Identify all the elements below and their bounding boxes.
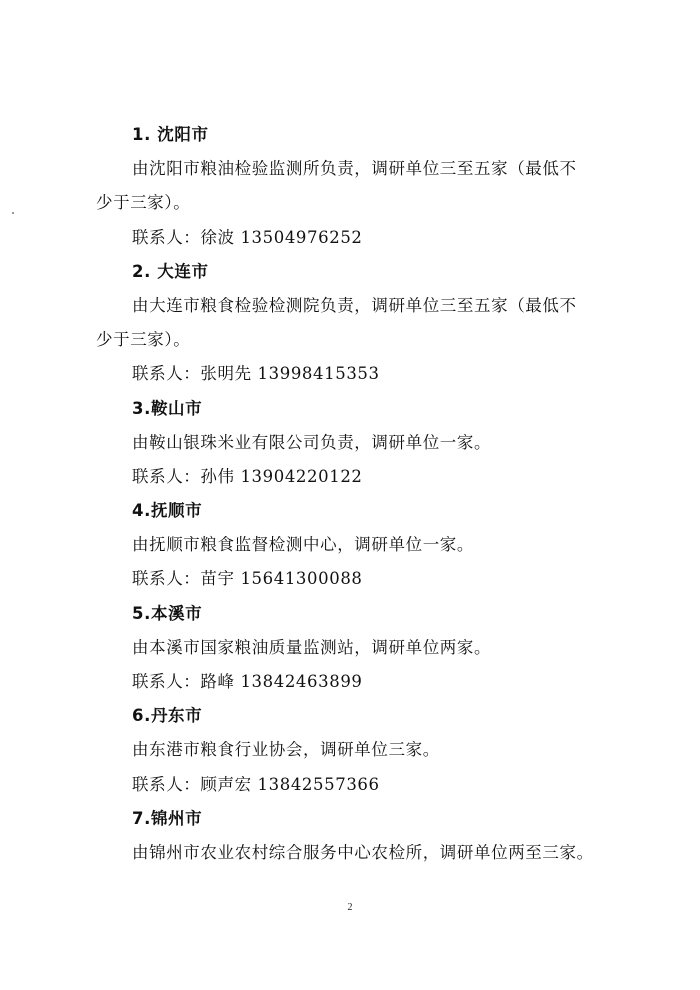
section-contact-anshan: 联系人：孙伟 13904220122 — [132, 466, 363, 486]
section-contact-benxi: 联系人：路峰 13842463899 — [132, 672, 363, 691]
section-contact-fushun: 联系人：苗宇 15641300088 — [132, 569, 363, 589]
section-heading-dalian: 2. 大连市 — [132, 261, 209, 281]
page-number: 2 — [347, 902, 353, 913]
section-desc-benxi: 由本溪市国家粮油质量监测站，调研单位两家。 — [132, 637, 492, 657]
section-heading-shenyang: 1. 沈阳市 — [132, 125, 209, 144]
section-contact-shenyang: 联系人：徐波 13504976252 — [132, 227, 363, 247]
section-desc-fushun: 由抚顺市粮食监督检测中心，调研单位一家。 — [132, 535, 474, 555]
section-contact-dalian: 联系人：张明先 13998415353 — [132, 364, 380, 384]
section-desc-shenyang: 由沈阳市粮油检验监测所负责，调研单位三至五家（最低不 — [132, 159, 577, 179]
section-heading-fushun: 4.抚顺市 — [132, 501, 203, 521]
section-desc-dalian: 由大连市粮食检验检测院负责，调研单位三至五家（最低不 — [132, 295, 577, 315]
section-desc-anshan: 由鞍山银珠米业有限公司负责，调研单位一家。 — [132, 432, 492, 452]
section-desc-jinzhou: 由锦州市农业农村综合服务中心农检所，调研单位两至三家。 — [132, 842, 594, 862]
section-heading-jinzhou: 7.锦州市 — [132, 808, 203, 828]
section-desc-dalian-cont: 少于三家）。 — [96, 330, 191, 350]
document-body — [0, 118, 700, 870]
section-heading-anshan: 3.鞍山市 — [132, 398, 203, 418]
section-heading-benxi: 5.本溪市 — [132, 603, 203, 623]
section-desc-dandong: 由东港市粮食行业协会，调研单位三家。 — [132, 740, 440, 760]
section-heading-dandong: 6.丹东市 — [132, 706, 203, 726]
section-contact-dandong: 联系人：顾声宏 13842557366 — [132, 774, 380, 794]
section-desc-shenyang-cont: 少于三家）。 — [96, 193, 191, 213]
